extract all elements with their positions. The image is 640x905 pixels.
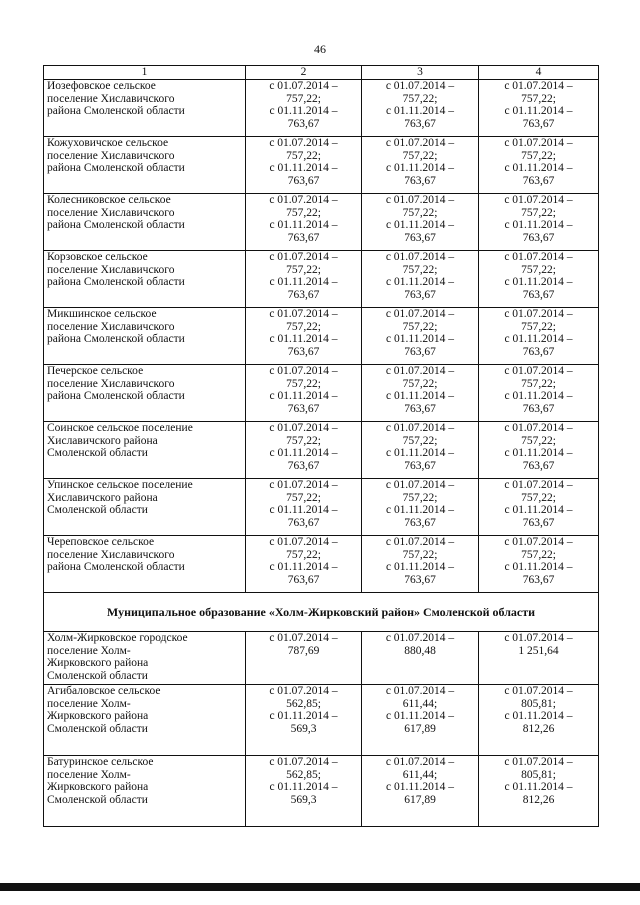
settlement-name-line: Жирковского района <box>47 781 149 794</box>
tariff-cell-col2 <box>246 194 362 251</box>
tariff-value-line: с 01.11.2014 – <box>504 781 573 794</box>
tariff-value-line: 763,67 <box>287 459 320 472</box>
tariff-value-line: 763,67 <box>287 231 320 244</box>
tariff-value-line: 757,22; <box>286 377 321 390</box>
table-header-row <box>44 66 599 80</box>
settlement-name-line: поселение Хиславичского <box>47 320 175 333</box>
tariff-value-line: с 01.07.2014 – <box>504 756 573 768</box>
settlement-name-cell <box>44 756 246 827</box>
tariff-cell-col2 <box>246 685 362 756</box>
tariff-value-line: 757,22; <box>521 491 556 504</box>
table-body <box>44 80 599 827</box>
tariff-value-line: 763,67 <box>404 573 436 586</box>
tariff-value-line: 757,22; <box>402 320 438 333</box>
bottom-scan-bar <box>0 883 640 891</box>
tariff-value-line: с 01.07.2014 – <box>269 365 338 377</box>
tariff-value-line: 763,67 <box>522 288 555 301</box>
settlement-name-line: Смоленской области <box>47 722 148 735</box>
tariff-value-line: с 01.07.2014 – <box>385 365 455 377</box>
settlement-name-line: района Смоленской области <box>47 162 185 175</box>
tariff-value-line: с 01.11.2014 – <box>386 219 454 232</box>
tariff-value-line: с 01.07.2014 – <box>504 632 573 644</box>
tariff-value-line: 787,69 <box>287 644 320 657</box>
settlement-name-line: Иозефовское сельское <box>47 80 156 92</box>
tariff-value-line: с 01.07.2014 – <box>385 137 455 149</box>
table-row <box>44 536 599 593</box>
tariff-value-line: 763,67 <box>404 345 436 358</box>
tariff-cell-col4 <box>479 479 599 536</box>
tariff-value-line: с 01.11.2014 – <box>386 390 454 403</box>
tariff-value-line: с 01.07.2014 – <box>385 536 455 548</box>
tariff-value-line: 611,44; <box>402 768 438 781</box>
tariff-value-line: с 01.07.2014 – <box>269 194 338 206</box>
tariff-cell-col4 <box>479 308 599 365</box>
settlement-name-line: Смоленской области <box>47 793 148 806</box>
tariff-value-line: 763,67 <box>522 345 555 358</box>
tariff-cell-col2 <box>246 632 362 685</box>
tariff-value-line: 763,67 <box>522 231 555 244</box>
settlement-name-cell <box>44 251 246 308</box>
tariff-cell-col2 <box>246 479 362 536</box>
settlement-name-line: Микшинское сельское <box>47 308 157 320</box>
tariff-value-line: с 01.07.2014 – <box>504 251 573 263</box>
column-header-3: 3 <box>362 66 479 80</box>
tariff-value-line: 757,22; <box>286 548 321 561</box>
tariff-value-line: с 01.07.2014 – <box>269 422 338 434</box>
tariff-cell-col4 <box>479 536 599 593</box>
tariff-cell-col3 <box>362 479 479 536</box>
settlement-name-line: поселение Холм- <box>47 644 131 657</box>
settlement-name-line: Кожуховичское сельское <box>47 137 169 149</box>
tariff-value-line: 805,81; <box>521 768 556 781</box>
tariff-value-line: с 01.11.2014 – <box>504 390 573 403</box>
tariff-value-line: 763,67 <box>522 174 555 187</box>
tariff-cell-col2 <box>246 422 362 479</box>
section-title: Муниципальное образование «Холм-Жирковский район» Смоленской области <box>44 593 599 632</box>
table-row <box>44 365 599 422</box>
tariff-value-line: 763,67 <box>404 402 436 415</box>
tariff-value-line: с 01.07.2014 – <box>385 479 455 491</box>
tariff-cell-col4 <box>479 756 599 827</box>
tariff-value-line: с 01.11.2014 – <box>504 276 573 289</box>
tariff-value-line: 757,22; <box>286 320 321 333</box>
column-header-1: 1 <box>44 66 246 80</box>
settlement-name-cell <box>44 365 246 422</box>
tariff-cell-col2 <box>246 536 362 593</box>
tariff-value-line: с 01.11.2014 – <box>386 333 454 346</box>
tariff-value-line: 812,26 <box>522 722 555 735</box>
tariff-value-line: с 01.07.2014 – <box>504 685 573 697</box>
table-row <box>44 479 599 536</box>
tariff-value-line: 617,89 <box>404 793 436 806</box>
tariff-value-line: с 01.11.2014 – <box>504 162 573 175</box>
settlement-name-line: поселение Хиславичского <box>47 377 175 390</box>
tariff-cell-col3 <box>362 194 479 251</box>
tariff-value-line: 757,22; <box>521 92 556 105</box>
tariff-value-line: 757,22; <box>521 206 556 219</box>
tariff-value-line: 757,22; <box>286 491 321 504</box>
tariff-cell-col3 <box>362 685 479 756</box>
tariff-value-line: с 01.07.2014 – <box>385 308 455 320</box>
tariff-value-line: 763,67 <box>522 516 555 529</box>
settlement-name-line: Жирковского района <box>47 710 149 723</box>
tariff-value-line: 569,3 <box>290 793 317 806</box>
tariff-value-line: 757,22; <box>402 434 438 447</box>
tariff-cell-col2 <box>246 756 362 827</box>
tariff-value-line: с 01.07.2014 – <box>385 422 455 434</box>
tariff-value-line: 757,22; <box>286 206 321 219</box>
tariff-cell-col4 <box>479 365 599 422</box>
settlement-name-line: поселение Хиславичского <box>47 149 175 162</box>
tariff-cell-col2 <box>246 80 362 137</box>
tariff-value-line: 611,44; <box>402 697 438 710</box>
table-row <box>44 80 599 137</box>
tariff-value-line: 569,3 <box>290 722 317 735</box>
table-row <box>44 251 599 308</box>
settlement-name-line: района Смоленской области <box>47 333 185 346</box>
tariff-value-line: с 01.11.2014 – <box>386 504 454 517</box>
tariff-value-line: 562,85; <box>286 697 321 710</box>
tariff-cell-col4 <box>479 80 599 137</box>
tariff-value-line: 757,22; <box>402 548 438 561</box>
tariff-cell-col3 <box>362 308 479 365</box>
tariff-value-line: 757,22; <box>286 149 321 162</box>
tariff-value-line: с 01.07.2014 – <box>269 685 338 697</box>
settlement-name-line: Печерское сельское <box>47 365 144 377</box>
tariff-value-line: 757,22; <box>402 206 438 219</box>
settlement-name-cell <box>44 685 246 756</box>
tariff-value-line: с 01.11.2014 – <box>269 504 338 517</box>
table-row <box>44 422 599 479</box>
settlement-name-line: Жирковского района <box>47 657 149 670</box>
tariff-value-line: с 01.07.2014 – <box>504 80 573 92</box>
tariff-value-line: с 01.11.2014 – <box>269 561 338 574</box>
tariff-value-line: с 01.11.2014 – <box>269 710 338 723</box>
tariff-value-line: 763,67 <box>287 573 320 586</box>
tariff-value-line: 757,22; <box>402 149 438 162</box>
tariff-value-line: 757,22; <box>521 149 556 162</box>
tariff-value-line: 562,85; <box>286 768 321 781</box>
table-row <box>44 194 599 251</box>
tariff-value-line: с 01.11.2014 – <box>386 710 454 723</box>
tariff-value-line: с 01.11.2014 – <box>269 781 338 794</box>
settlement-name-cell <box>44 422 246 479</box>
settlement-name-cell <box>44 308 246 365</box>
tariff-value-line: с 01.11.2014 – <box>269 333 338 346</box>
tariff-value-line: с 01.11.2014 – <box>269 105 338 118</box>
tariff-cell-col2 <box>246 251 362 308</box>
settlement-name-line: Корзовское сельское <box>47 251 148 263</box>
tariff-value-line: 763,67 <box>522 117 555 130</box>
tariff-table <box>43 65 599 827</box>
tariff-value-line: 763,67 <box>404 516 436 529</box>
tariff-cell-col3 <box>362 365 479 422</box>
tariff-cell-col3 <box>362 80 479 137</box>
tariff-value-line: с 01.07.2014 – <box>269 80 338 92</box>
tariff-value-line: 763,67 <box>287 288 320 301</box>
settlement-name-line: Смоленской области <box>47 669 148 682</box>
tariff-value-line: 1 251,64 <box>518 644 559 657</box>
settlement-name-cell <box>44 479 246 536</box>
tariff-value-line: с 01.11.2014 – <box>269 219 338 232</box>
tariff-value-line: 805,81; <box>521 697 556 710</box>
tariff-value-line: с 01.07.2014 – <box>385 194 455 206</box>
column-header-2: 2 <box>246 66 362 80</box>
settlement-name-line: поселение Хиславичского <box>47 206 175 219</box>
tariff-value-line: с 01.07.2014 – <box>269 479 338 491</box>
tariff-value-line: 757,22; <box>286 263 321 276</box>
settlement-name-line: поселение Хиславичского <box>47 263 175 276</box>
tariff-value-line: с 01.11.2014 – <box>269 276 338 289</box>
tariff-value-line: 880,48 <box>404 644 436 657</box>
tariff-value-line: 617,89 <box>404 722 436 735</box>
tariff-cell-col4 <box>479 632 599 685</box>
settlement-name-line: поселение Хиславичского <box>47 548 175 561</box>
settlement-name-cell <box>44 80 246 137</box>
tariff-value-line: с 01.07.2014 – <box>385 756 455 768</box>
column-header-4: 4 <box>479 66 599 80</box>
settlement-name-cell <box>44 137 246 194</box>
settlement-name-line: района Смоленской области <box>47 219 185 232</box>
tariff-value-line: 757,22; <box>521 320 556 333</box>
tariff-value-line: 763,67 <box>287 345 320 358</box>
tariff-value-line: с 01.11.2014 – <box>386 781 454 794</box>
tariff-value-line: с 01.07.2014 – <box>385 685 455 697</box>
settlement-name-line: района Смоленской области <box>47 561 185 574</box>
table-row <box>44 632 599 685</box>
tariff-value-line: с 01.07.2014 – <box>269 251 338 263</box>
tariff-cell-col3 <box>362 422 479 479</box>
settlement-name-line: Смоленской области <box>47 504 148 517</box>
tariff-value-line: 763,67 <box>404 459 436 472</box>
table-row <box>44 137 599 194</box>
tariff-value-line: с 01.07.2014 – <box>385 632 455 644</box>
tariff-value-line: с 01.07.2014 – <box>504 365 573 377</box>
tariff-value-line: с 01.07.2014 – <box>504 137 573 149</box>
tariff-value-line: с 01.07.2014 – <box>269 308 338 320</box>
tariff-value-line: с 01.07.2014 – <box>504 479 573 491</box>
tariff-value-line: 812,26 <box>522 793 555 806</box>
tariff-value-line: с 01.07.2014 – <box>504 536 573 548</box>
tariff-value-line: 757,22; <box>521 548 556 561</box>
table-row <box>44 308 599 365</box>
tariff-value-line: 757,22; <box>402 263 438 276</box>
section-row <box>44 593 599 632</box>
tariff-value-line: 763,67 <box>404 231 436 244</box>
settlement-name-cell <box>44 194 246 251</box>
settlement-name-line: Соинское сельское поселение <box>47 422 193 434</box>
tariff-cell-col3 <box>362 137 479 194</box>
settlement-name-line: района Смоленской области <box>47 390 185 403</box>
settlement-name-line: Хиславичского района <box>47 491 158 504</box>
tariff-value-line: с 01.07.2014 – <box>385 251 455 263</box>
settlement-name-line: поселение Холм- <box>47 768 131 781</box>
tariff-value-line: 757,22; <box>286 92 321 105</box>
settlement-name-line: района Смоленской области <box>47 276 185 289</box>
settlement-name-line: Череповское сельское <box>47 536 155 548</box>
tariff-cell-col3 <box>362 756 479 827</box>
tariff-cell-col2 <box>246 308 362 365</box>
tariff-value-line: 763,67 <box>404 174 436 187</box>
tariff-value-line: 757,22; <box>402 491 438 504</box>
tariff-cell-col4 <box>479 685 599 756</box>
settlement-name-line: Холм-Жирковское городское <box>47 632 188 644</box>
tariff-value-line: 757,22; <box>402 377 438 390</box>
tariff-value-line: с 01.11.2014 – <box>386 561 454 574</box>
tariff-cell-col3 <box>362 632 479 685</box>
tariff-cell-col2 <box>246 137 362 194</box>
tariff-value-line: с 01.07.2014 – <box>504 194 573 206</box>
page-number: 46 <box>314 42 326 56</box>
table-row <box>44 685 599 756</box>
tariff-value-line: с 01.11.2014 – <box>269 447 338 460</box>
settlement-name-line: Хиславичского района <box>47 434 158 447</box>
tariff-value-line: 757,22; <box>402 92 438 105</box>
tariff-value-line: с 01.11.2014 – <box>504 447 573 460</box>
settlement-name-cell <box>44 632 246 685</box>
tariff-value-line: 763,67 <box>404 117 436 130</box>
tariff-value-line: 757,22; <box>521 263 556 276</box>
tariff-value-line: с 01.07.2014 – <box>504 308 573 320</box>
tariff-value-line: 757,22; <box>521 434 556 447</box>
settlement-name-line: Упинское сельское поселение <box>47 479 193 491</box>
table-row <box>44 756 599 827</box>
settlement-name-line: Агибаловское сельское <box>47 685 161 697</box>
tariff-value-line: с 01.07.2014 – <box>269 137 338 149</box>
tariff-value-line: с 01.11.2014 – <box>504 561 573 574</box>
settlement-name-line: поселение Холм- <box>47 697 131 710</box>
tariff-value-line: 763,67 <box>522 573 555 586</box>
settlement-name-line: района Смоленской области <box>47 105 185 118</box>
tariff-value-line: с 01.11.2014 – <box>504 710 573 723</box>
tariff-value-line: 763,67 <box>287 117 320 130</box>
tariff-cell-col4 <box>479 194 599 251</box>
tariff-cell-col4 <box>479 137 599 194</box>
settlement-name-line: Батуринское сельское <box>47 756 154 768</box>
tariff-value-line: с 01.07.2014 – <box>269 756 338 768</box>
tariff-cell-col4 <box>479 251 599 308</box>
tariff-value-line: 757,22; <box>521 377 556 390</box>
tariff-cell-col3 <box>362 536 479 593</box>
settlement-name-cell <box>44 536 246 593</box>
tariff-value-line: с 01.11.2014 – <box>386 105 454 118</box>
tariff-value-line: с 01.11.2014 – <box>269 162 338 175</box>
tariff-value-line: с 01.07.2014 – <box>269 632 338 644</box>
tariff-value-line: с 01.11.2014 – <box>386 447 454 460</box>
tariff-value-line: с 01.11.2014 – <box>504 333 573 346</box>
tariff-value-line: с 01.07.2014 – <box>385 80 455 92</box>
settlement-name-line: поселение Хиславичского <box>47 92 175 105</box>
tariff-value-line: с 01.11.2014 – <box>504 105 573 118</box>
tariff-value-line: с 01.07.2014 – <box>504 422 573 434</box>
tariff-value-line: с 01.11.2014 – <box>504 504 573 517</box>
tariff-value-line: с 01.11.2014 – <box>504 219 573 232</box>
tariff-value-line: 763,67 <box>287 516 320 529</box>
tariff-value-line: с 01.11.2014 – <box>269 390 338 403</box>
tariff-value-line: 763,67 <box>287 402 320 415</box>
tariff-value-line: 763,67 <box>522 459 555 472</box>
tariff-value-line: 763,67 <box>287 174 320 187</box>
tariff-value-line: 763,67 <box>522 402 555 415</box>
tariff-value-line: с 01.11.2014 – <box>386 276 454 289</box>
tariff-value-line: 757,22; <box>286 434 321 447</box>
tariff-value-line: 763,67 <box>404 288 436 301</box>
tariff-value-line: с 01.07.2014 – <box>269 536 338 548</box>
settlement-name-line: Смоленской области <box>47 447 148 460</box>
settlement-name-line: Колесниковское сельское <box>47 194 171 206</box>
tariff-cell-col3 <box>362 251 479 308</box>
tariff-cell-col2 <box>246 365 362 422</box>
tariff-cell-col4 <box>479 422 599 479</box>
tariff-value-line: с 01.11.2014 – <box>386 162 454 175</box>
